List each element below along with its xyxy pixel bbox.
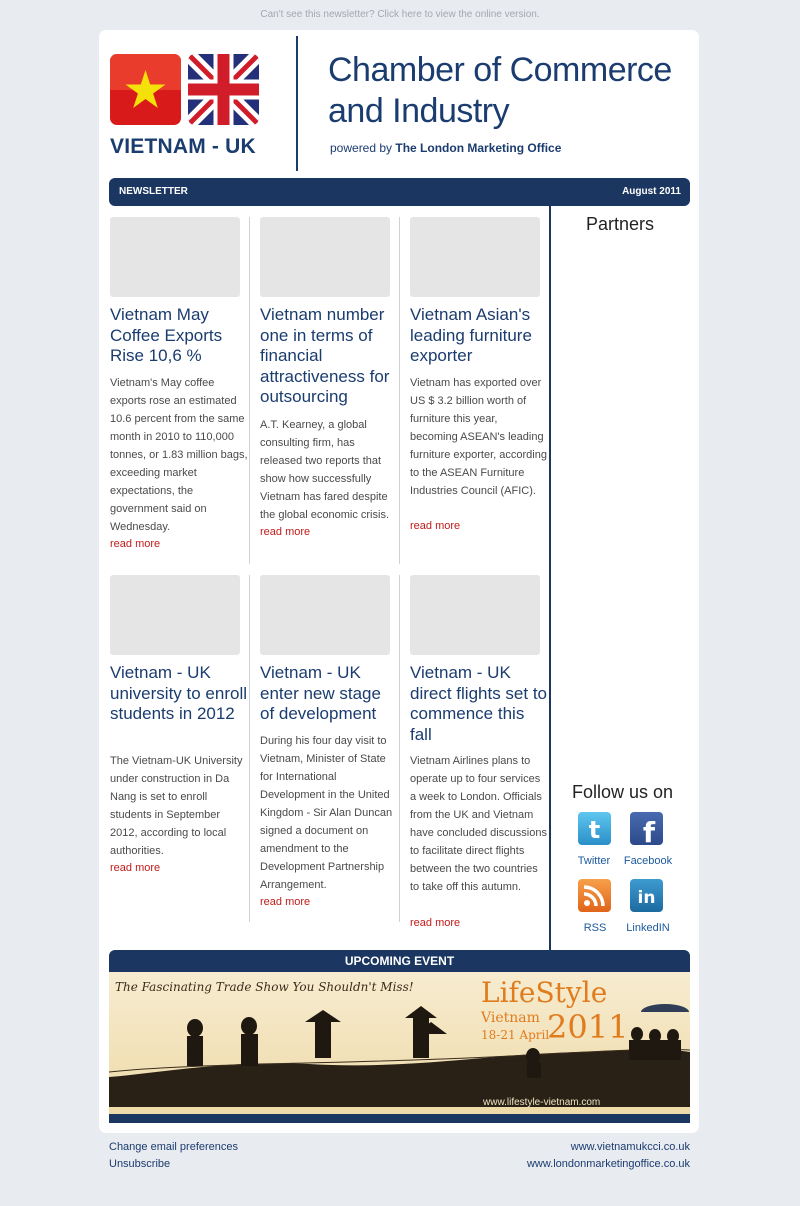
- event-tagline: The Fascinating Trade Show You Shouldn't Miss!: [115, 980, 414, 994]
- powered-org: The London Marketing Office: [395, 141, 562, 155]
- article-summary: A.T. Kearney, a global consulting firm, has released two reports that show how successfully Vietnam has fared despite the global economic crisis.: [260, 419, 390, 521]
- powered-prefix: powered by: [330, 141, 393, 155]
- site-link-vietnamukcci[interactable]: www.vietnamukcci.co.uk: [570, 1141, 690, 1153]
- title-line-2: and Industry: [328, 92, 510, 130]
- partners-heading: Partners: [586, 214, 655, 234]
- article-title[interactable]: Vietnam May Coffee Exports Rise 10,6 %: [110, 305, 223, 365]
- newsletter-label: NEWSLETTER: [119, 186, 188, 197]
- email-preferences-link[interactable]: Change email preferences: [109, 1141, 239, 1153]
- article-title[interactable]: Vietnam number one in terms of financial attractiveness for outsourcing: [260, 305, 390, 406]
- article-summary: Vietnam's May coffee exports rose an estimated 10.6 percent from the same month in 2010 to 110,000 tonnes, or 1.83 million bags, exceeding market expectations, the government said on Wednesday.: [110, 377, 248, 533]
- article-thumbnail[interactable]: [110, 575, 240, 655]
- column-divider: [249, 217, 250, 564]
- facebook-icon[interactable]: [630, 812, 663, 845]
- article-summary: During his four day visit to Vietnam, Minister of State for International Development in the United Kingdom - Sir Alan Duncan signed a document on amendment to the Development Partnership Arrangement.: [260, 735, 393, 891]
- article-summary: Vietnam has exported over US $ 3.2 billion worth of furniture this year, becoming ASEAN's leading furniture exporter, according to the ASEAN Furniture Industries Council (AFIC).: [410, 377, 547, 497]
- view-online-link[interactable]: Can't see this newsletter? Click here to view the online version.: [260, 9, 540, 20]
- event-year: 2011: [547, 1008, 629, 1046]
- rss-icon[interactable]: [578, 879, 611, 912]
- read-more-link[interactable]: read more: [260, 896, 311, 908]
- svg-text:t: t: [588, 816, 601, 844]
- title-line-1: Chamber of Commerce: [328, 51, 672, 89]
- newsletter-date: August 2011: [622, 186, 681, 197]
- article-thumbnail[interactable]: [260, 575, 390, 655]
- article-thumbnail[interactable]: [260, 217, 390, 297]
- article-title[interactable]: Vietnam - UK university to enroll students in 2012: [110, 663, 248, 723]
- facebook-link[interactable]: Facebook: [623, 855, 673, 867]
- article-thumbnail[interactable]: [410, 575, 540, 655]
- sidebar-divider: [549, 206, 551, 950]
- column-divider: [249, 575, 250, 922]
- article-summary: The Vietnam-UK University under construction in Da Nang is set to enroll students in September 2012, according to local authorities.: [110, 755, 243, 857]
- unsubscribe-link[interactable]: Unsubscribe: [109, 1158, 171, 1170]
- twitter-icon[interactable]: [578, 812, 611, 845]
- event-name: LifeStyle: [481, 976, 608, 1009]
- column-divider: [399, 575, 400, 922]
- brand-name: VIETNAM - UK: [110, 135, 256, 158]
- svg-text:f: f: [642, 816, 656, 845]
- event-location: Vietnam: [481, 1010, 540, 1026]
- read-more-link[interactable]: read more: [410, 917, 461, 929]
- read-more-link[interactable]: read more: [110, 862, 161, 874]
- article-title[interactable]: Vietnam Asian's leading furniture exporter: [410, 305, 532, 365]
- article-thumbnail[interactable]: [110, 217, 240, 297]
- read-more-link[interactable]: read more: [110, 538, 161, 550]
- article-title[interactable]: Vietnam - UK enter new stage of development: [260, 663, 381, 723]
- article-title[interactable]: Vietnam - UK direct flights set to commence this fall: [410, 663, 548, 744]
- rss-link[interactable]: RSS: [583, 922, 607, 934]
- read-more-link[interactable]: read more: [260, 526, 311, 538]
- read-more-link[interactable]: read more: [410, 520, 461, 532]
- event-url[interactable]: www.lifestyle-vietnam.com: [483, 1097, 601, 1108]
- svg-text:in: in: [637, 888, 656, 908]
- follow-heading: Follow us on: [572, 782, 674, 802]
- article-thumbnail[interactable]: [410, 217, 540, 297]
- powered-by: [330, 141, 561, 155]
- uk-flag-icon: [188, 54, 259, 125]
- event-banner-footer: [109, 1114, 690, 1123]
- event-banner[interactable]: [109, 972, 690, 1123]
- twitter-link[interactable]: Twitter: [577, 855, 611, 867]
- site-link-londonmarketingoffice[interactable]: www.londonmarketingoffice.co.uk: [526, 1158, 690, 1170]
- event-dates: 18-21 April: [481, 1028, 550, 1042]
- newsletter-bar: [109, 178, 690, 206]
- upcoming-event-bar: UPCOMING EVENT: [109, 950, 690, 972]
- article-summary: Vietnam Airlines plans to operate up to four services a week to London. Officials from the UK and Vietnam have concluded discussions to facilitate direct flights between the two countries to take off this autumn.: [410, 755, 547, 893]
- column-divider: [399, 217, 400, 564]
- linkedin-link[interactable]: LinkedIN: [626, 922, 670, 934]
- page-title: [328, 50, 698, 132]
- linkedin-icon[interactable]: [630, 879, 663, 912]
- header-divider: [296, 36, 298, 171]
- vietnam-flag-icon: [110, 54, 181, 125]
